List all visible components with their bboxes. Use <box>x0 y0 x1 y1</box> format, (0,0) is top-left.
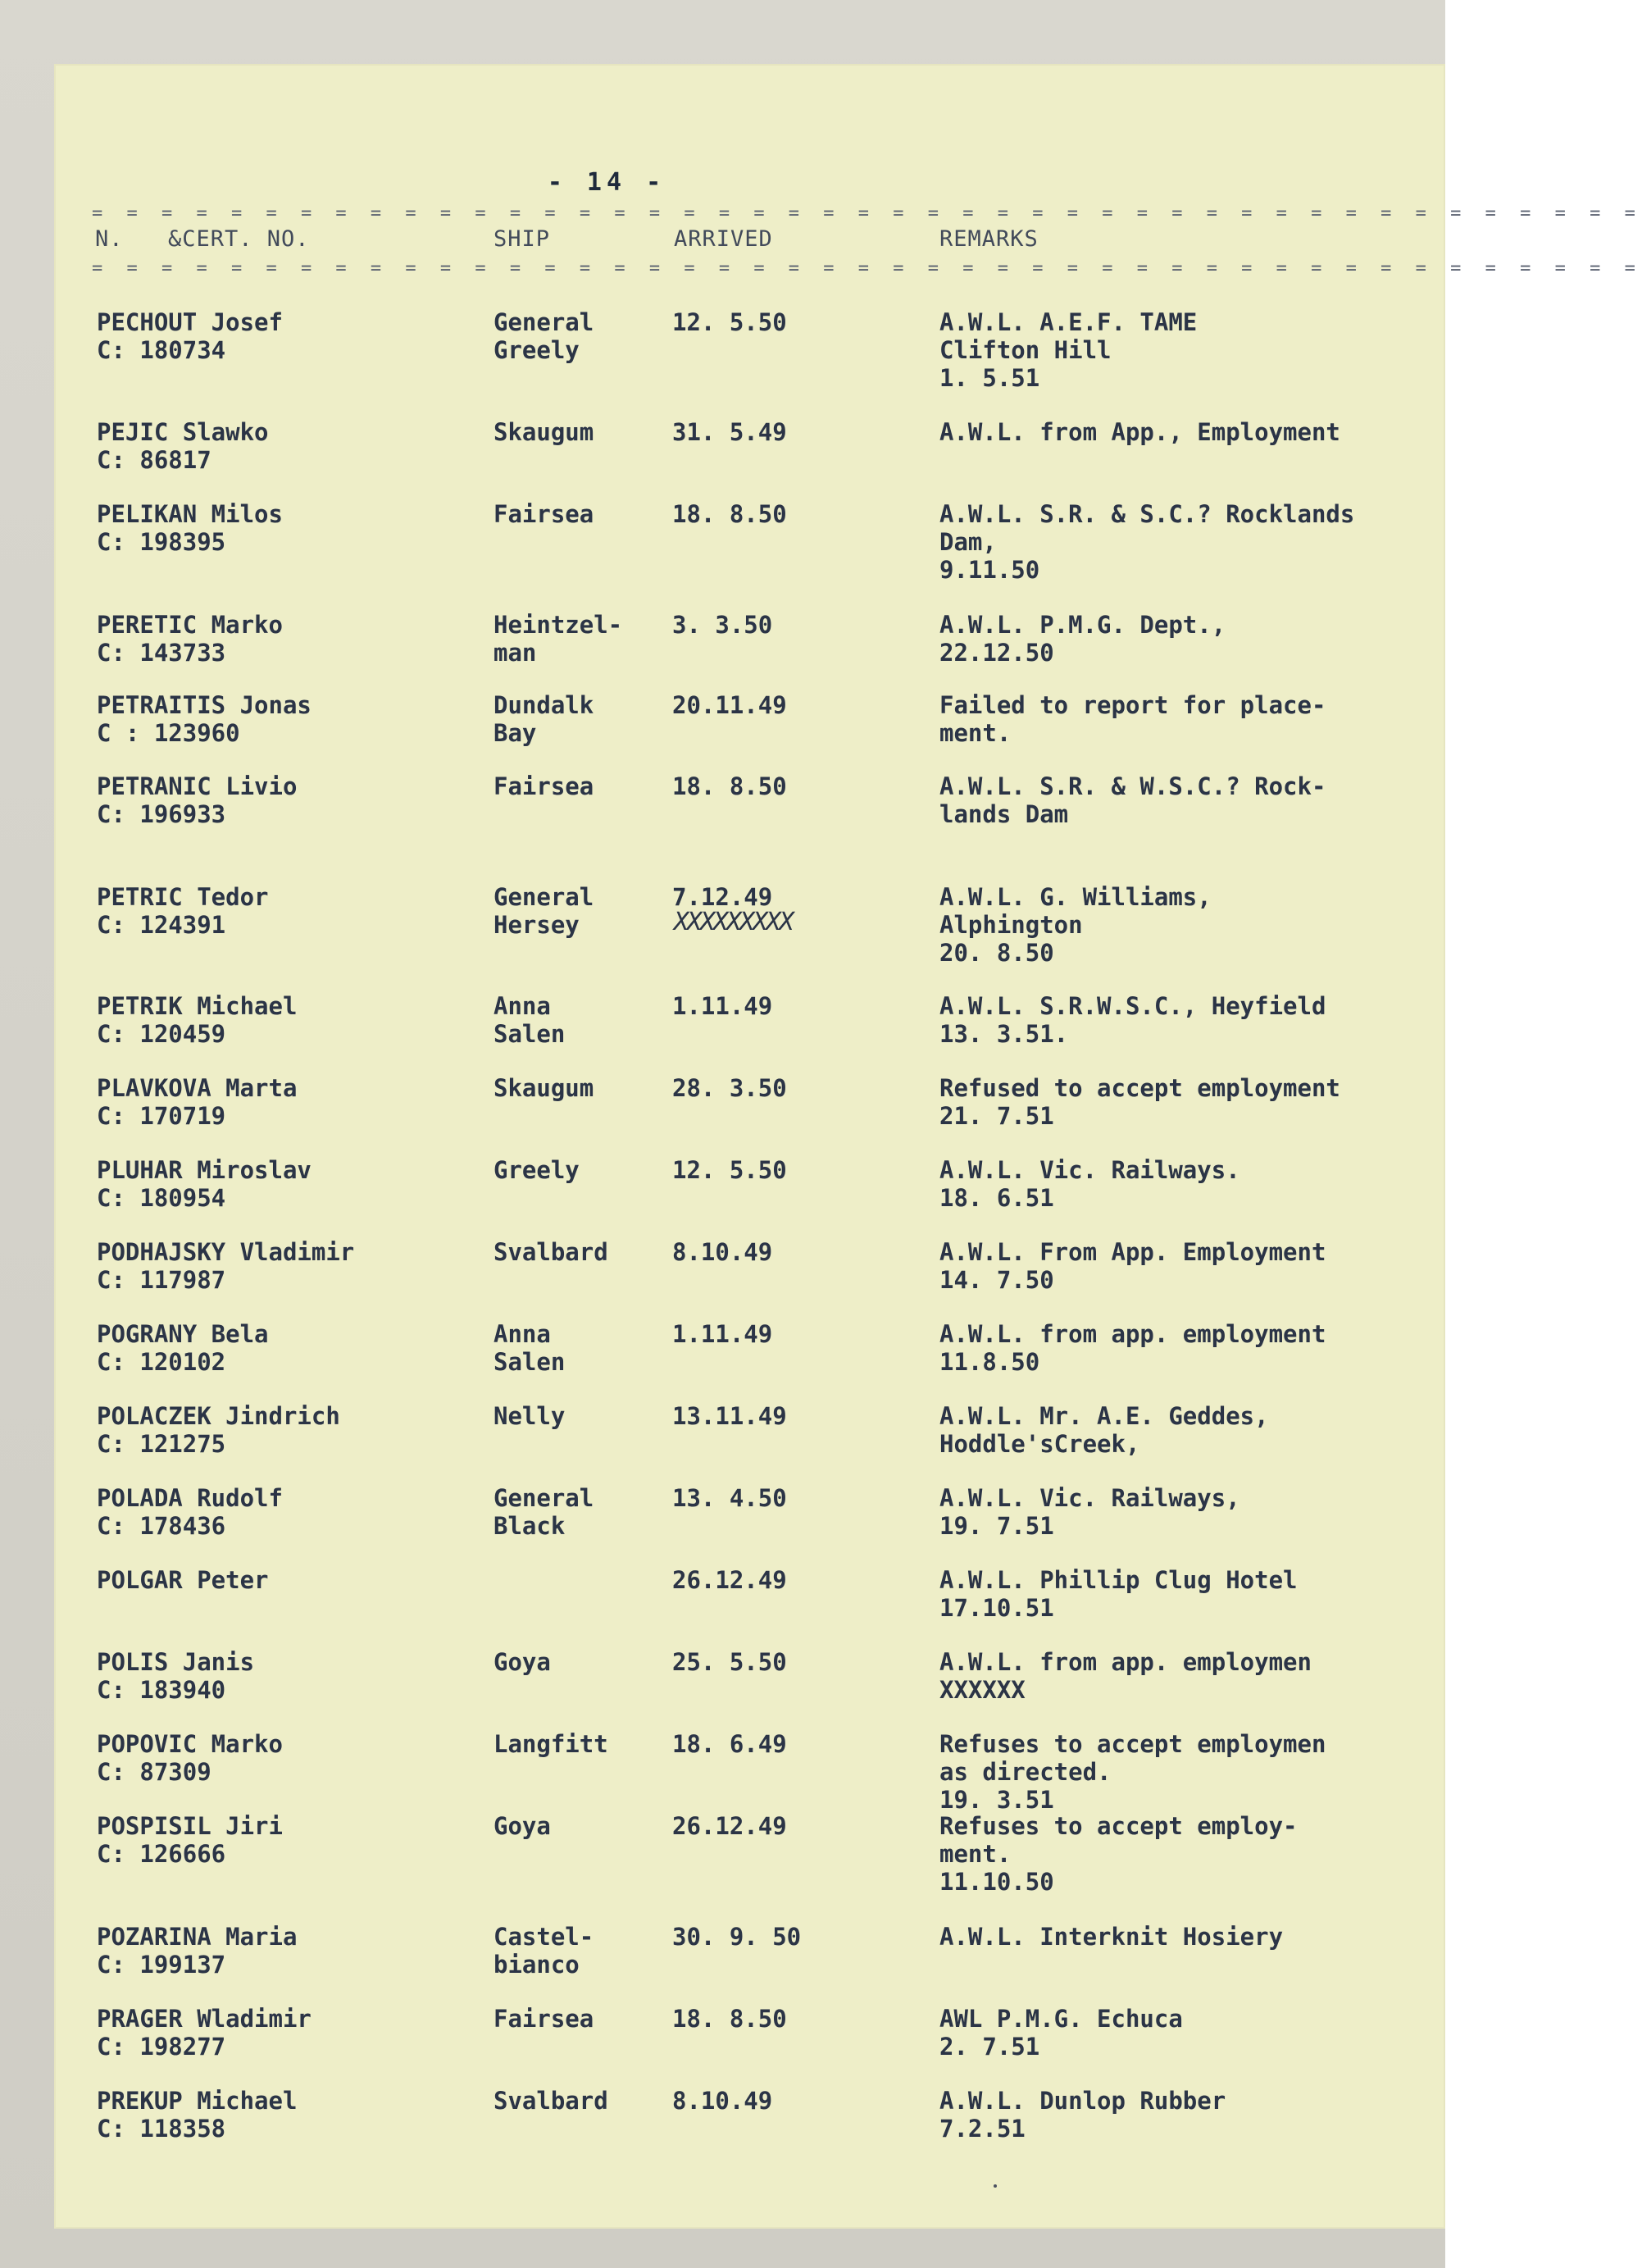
header-remarks: REMARKS <box>939 226 1039 252</box>
ship-name: General Black <box>494 1484 594 1540</box>
person-name: POLACZEK Jindrich <box>97 1402 340 1430</box>
arrival-date: 18. 8.50 <box>672 772 787 800</box>
arrival-date: 12. 5.50 <box>672 1156 787 1184</box>
arrival-date: 13. 4.50 <box>672 1484 787 1512</box>
person-name: POLADA Rudolf <box>97 1484 283 1512</box>
arrival-date: 26.12.49 <box>672 1566 787 1594</box>
arrival-date: 18. 6.49 <box>672 1730 787 1758</box>
cert-number: C: 178436 <box>97 1512 226 1540</box>
header-n: N. <box>95 226 124 252</box>
cert-number: C: 180734 <box>97 336 226 364</box>
arrival-date: 18. 8.50 <box>672 2005 787 2033</box>
arrival-date: 25. 5.50 <box>672 1648 787 1676</box>
header-arrived: ARRIVED <box>674 226 773 252</box>
remarks: A.W.L. Vic. Railways, 19. 7.51 <box>939 1484 1240 1540</box>
ship-name: Svalbard <box>494 2087 608 2115</box>
ship-name: Fairsea <box>494 2005 594 2033</box>
remarks: A.W.L. S.R.W.S.C., Heyfield 13. 3.51. <box>939 992 1326 1048</box>
remarks: A.W.L. A.E.F. TAME Clifton Hill 1. 5.51 <box>939 308 1198 392</box>
person-name: PEJIC Slawko <box>97 418 269 446</box>
person-name: PETRAITIS Jonas <box>97 691 312 719</box>
cert-number: C: 117987 <box>97 1266 226 1294</box>
arrival-date: 13.11.49 <box>672 1402 787 1430</box>
ship-name: Svalbard <box>494 1238 608 1266</box>
cert-number: C: 196933 <box>97 800 226 828</box>
ship-name: Anna Salen <box>494 992 566 1048</box>
arrival-date: 1.11.49 <box>672 992 773 1020</box>
remarks: A.W.L. From App. Employment 14. 7.50 <box>939 1238 1326 1294</box>
person-name: POSPISIL Jiri <box>97 1812 283 1840</box>
person-name: PECHOUT Josef <box>97 308 283 336</box>
ship-name: General Greely <box>494 308 594 364</box>
remarks: A.W.L. G. Williams, Alphington 20. 8.50 <box>939 883 1212 967</box>
arrival-date: 18. 8.50 <box>672 500 787 528</box>
ship-name: Goya <box>494 1812 551 1840</box>
cert-number: C: 199137 <box>97 1951 226 1979</box>
person-name: PETRANIC Livio <box>97 772 298 800</box>
remarks: A.W.L. from app. employment 11.8.50 <box>939 1320 1326 1376</box>
person-name: PLUHAR Miroslav <box>97 1156 312 1184</box>
header-cert: &CERT. NO. <box>168 226 310 252</box>
person-name: PRAGER Wladimir <box>97 2005 312 2033</box>
arrival-date: 8.10.49 <box>672 1238 773 1266</box>
arrival-date: 30. 9. 50 <box>672 1923 802 1951</box>
ship-name: Heintzel- man <box>494 611 623 667</box>
remarks: AWL P.M.G. Echuca 2. 7.51 <box>939 2005 1183 2061</box>
person-name: PETRIK Michael <box>97 992 298 1020</box>
person-name: PELIKAN Milos <box>97 500 283 528</box>
dust-speck <box>994 2184 997 2188</box>
ship-name: Anna Salen <box>494 1320 566 1376</box>
cert-number: C: 120102 <box>97 1348 226 1376</box>
remarks: A.W.L. Phillip Clug Hotel 17.10.51 <box>939 1566 1298 1622</box>
person-name: PODHAJSKY Vladimir <box>97 1238 355 1266</box>
ship-name: Greely <box>494 1156 580 1184</box>
remarks: A.W.L. S.R. & S.C.? Rocklands Dam, 9.11.50 <box>939 500 1355 584</box>
arrival-date: 7.12.49 <box>672 883 773 911</box>
arrival-date: 12. 5.50 <box>672 308 787 336</box>
cert-number: C: 170719 <box>97 1102 226 1130</box>
person-name: POLGAR Peter <box>97 1566 269 1594</box>
arrival-date: 8.10.49 <box>672 2087 773 2115</box>
cert-number: C: 198395 <box>97 528 226 556</box>
remarks: A.W.L. P.M.G. Dept., 22.12.50 <box>939 611 1226 667</box>
ship-name: Goya <box>494 1648 551 1676</box>
arrival-date: 26.12.49 <box>672 1812 787 1840</box>
ship-name: Fairsea <box>494 500 594 528</box>
cert-number: C: 143733 <box>97 639 226 667</box>
cert-number: C: 180954 <box>97 1184 226 1212</box>
remarks: A.W.L. from app. employmen XXXXXX <box>939 1648 1312 1704</box>
remarks: A.W.L. Mr. A.E. Geddes, Hoddle'sCreek, <box>939 1402 1269 1458</box>
remarks: Refuses to accept employ- ment. 11.10.50 <box>939 1812 1298 1896</box>
page-number: - 14 - <box>547 168 666 197</box>
ship-name: Skaugum <box>494 418 594 446</box>
rule-top: = = = = = = = = = = = = = = = = = = = = = = = = = = = = = = = = = = = = = = = = = = = = = <box>92 203 1642 224</box>
cert-number: C: 126666 <box>97 1840 226 1868</box>
ship-name: Langfitt <box>494 1730 608 1758</box>
ship-name: Dundalk Bay <box>494 691 594 747</box>
header-ship: SHIP <box>494 226 551 252</box>
cert-number: C: 87309 <box>97 1758 212 1786</box>
person-name: PREKUP Michael <box>97 2087 298 2115</box>
ship-name: General Hersey <box>494 883 594 939</box>
arrival-date: 3. 3.50 <box>672 611 773 639</box>
ship-name: Nelly <box>494 1402 566 1430</box>
cert-number: C: 183940 <box>97 1676 226 1704</box>
cert-number: C: 120459 <box>97 1020 226 1048</box>
ship-name: Castel- bianco <box>494 1923 594 1979</box>
person-name: POGRANY Bela <box>97 1320 269 1348</box>
remarks: Refused to accept employment 21. 7.51 <box>939 1074 1340 1130</box>
person-name: POLIS Janis <box>97 1648 255 1676</box>
arrival-date: 1.11.49 <box>672 1320 773 1348</box>
person-name: PLAVKOVA Marta <box>97 1074 298 1102</box>
rule-bottom: = = = = = = = = = = = = = = = = = = = = = = = = = = = = = = = = = = = = = = = = = = = = = <box>92 258 1642 279</box>
person-name: POPOVIC Marko <box>97 1730 283 1758</box>
cert-number: C : 123960 <box>97 719 240 747</box>
struck-out-text: XXXXXXXXX <box>674 908 793 936</box>
remarks: A.W.L. S.R. & W.S.C.? Rock- lands Dam <box>939 772 1326 828</box>
remarks: A.W.L. Dunlop Rubber 7.2.51 <box>939 2087 1226 2143</box>
remarks: A.W.L. Vic. Railways. 18. 6.51 <box>939 1156 1240 1212</box>
arrival-date: 20.11.49 <box>672 691 787 719</box>
cert-number: C: 86817 <box>97 446 212 474</box>
cert-number: C: 124391 <box>97 911 226 939</box>
remarks: A.W.L. Interknit Hosiery <box>939 1923 1284 1951</box>
cert-number: C: 121275 <box>97 1430 226 1458</box>
cert-number: C: 198277 <box>97 2033 226 2061</box>
arrival-date: 31. 5.49 <box>672 418 787 446</box>
remarks: A.W.L. from App., Employment <box>939 418 1340 446</box>
cert-number: C: 118358 <box>97 2115 226 2143</box>
ship-name: Skaugum <box>494 1074 594 1102</box>
person-name: POZARINA Maria <box>97 1923 298 1951</box>
person-name: PETRIC Tedor <box>97 883 269 911</box>
ship-name: Fairsea <box>494 772 594 800</box>
person-name: PERETIC Marko <box>97 611 283 639</box>
remarks: Failed to report for place- ment. <box>939 691 1326 747</box>
arrival-date: 28. 3.50 <box>672 1074 787 1102</box>
remarks: Refuses to accept employmen as directed. 19. 3.51 <box>939 1730 1326 1814</box>
